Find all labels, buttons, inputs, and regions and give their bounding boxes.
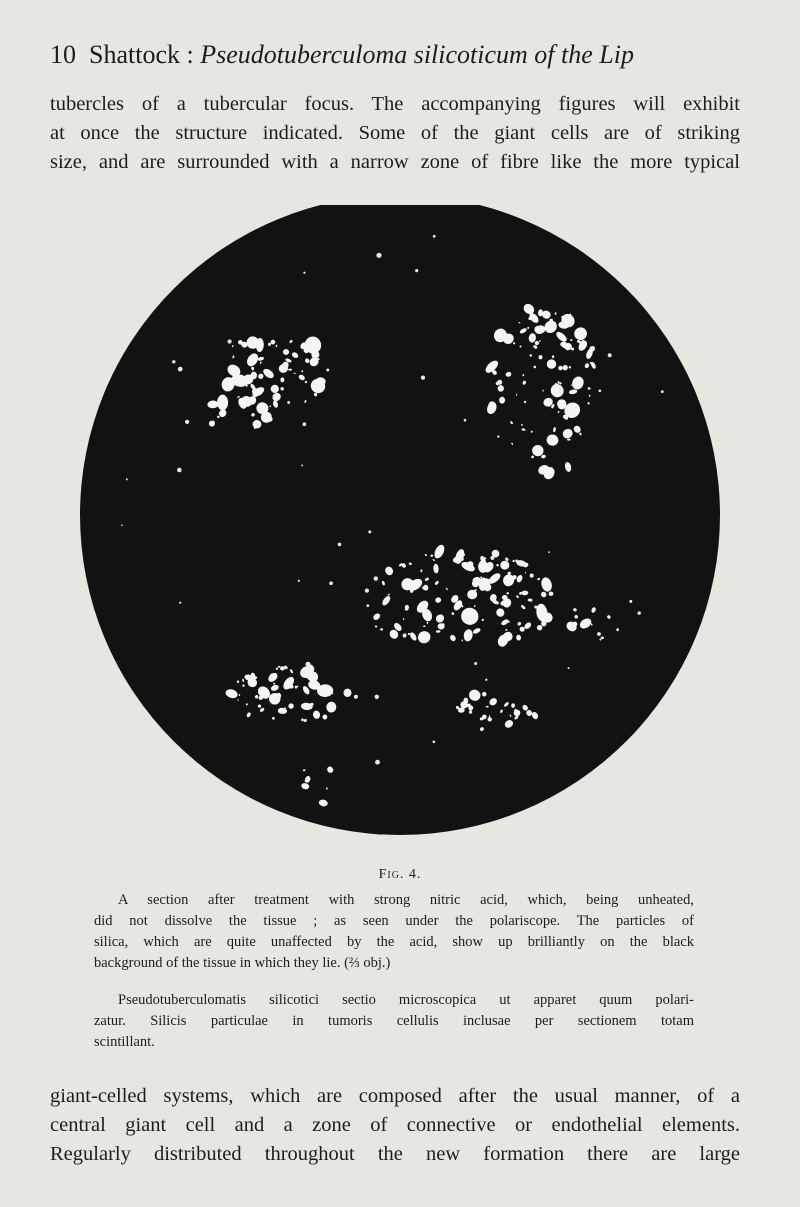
silica-speck (485, 679, 487, 681)
running-head-title: Pseudotuberculoma silicoticum of the Lip (200, 40, 634, 69)
silica-speck (338, 543, 342, 547)
silica-speck (301, 465, 303, 467)
silica-speck (548, 551, 550, 553)
caption-line: Pseudotuberculomatis silicotici sectio microscopica ut apparet quum polari- (118, 992, 694, 1008)
text-line: Regularly distributed throughout the new formation there are large (50, 1143, 740, 1165)
figure-plate (0, 205, 800, 845)
silica-speck (574, 615, 578, 619)
silica-speck (178, 367, 183, 372)
page-number: 10 (50, 40, 76, 69)
silica-speck (629, 600, 632, 603)
silica-speck (365, 589, 369, 593)
silica-speck (306, 662, 311, 667)
caption-line: silica, which are quite unaffected by the acid, show up brilliantly on the black (94, 934, 694, 950)
silica-speck (608, 353, 612, 357)
silica-speck (597, 632, 601, 636)
silica-speck (433, 741, 436, 744)
silica-particle (467, 590, 477, 599)
micrograph-image (0, 205, 800, 845)
silica-speck (375, 695, 379, 699)
silica-speck (415, 269, 418, 272)
caption-english (94, 890, 694, 974)
text-line: giant-celled systems, which are composed after the usual manner, of a (50, 1085, 740, 1107)
silica-speck (374, 576, 378, 580)
running-head (50, 38, 750, 72)
silica-speck (375, 760, 380, 765)
silica-speck (121, 525, 123, 527)
figure-label: Fig. 4. (378, 867, 422, 882)
silica-speck (433, 235, 436, 238)
silica-speck (474, 662, 477, 665)
text-line: tubercles of a tubercular focus. The accompanying figures will exhibit (50, 93, 740, 115)
silica-speck (368, 530, 371, 533)
caption-latin (94, 990, 694, 1053)
silica-particle (474, 605, 476, 607)
silica-speck (172, 360, 175, 363)
silica-speck (303, 422, 307, 426)
text-line: central giant cell and a zone of connective or endothelial elements. (50, 1114, 740, 1136)
silica-speck (376, 253, 381, 258)
caption-line: scintillant. (94, 1034, 155, 1050)
silica-speck (568, 667, 570, 669)
top-paragraph (50, 90, 740, 177)
text-line: at once the structure indicated. Some of the giant cells are of striking (50, 122, 740, 144)
silica-speck (464, 419, 467, 422)
caption-line: background of the tissue in which they lie. (⅔ obj.) (94, 955, 391, 971)
silica-speck (497, 380, 502, 385)
silica-speck (179, 602, 181, 604)
silica-speck (185, 420, 189, 424)
running-head-author: Shattock : (89, 40, 194, 69)
silica-speck (354, 695, 358, 699)
caption-line: did not dissolve the tissue ; as seen under the polariscope. The particles of (94, 913, 694, 929)
micrograph-field (80, 205, 720, 835)
silica-speck (228, 339, 232, 343)
text-line: size, and are surrounded with a narrow zone of fibre like the more typical (50, 151, 740, 173)
silica-speck (126, 478, 128, 480)
silica-speck (177, 468, 182, 473)
silica-particle (569, 313, 571, 316)
silica-speck (298, 580, 300, 582)
silica-speck (332, 693, 334, 695)
silica-speck (638, 611, 641, 614)
silica-speck (303, 272, 305, 274)
silica-speck (329, 581, 333, 585)
silica-speck (469, 710, 472, 713)
silica-speck (421, 376, 425, 380)
caption-line: A section after treatment with strong nitric acid, which, being unheated, (118, 892, 694, 908)
bottom-paragraph (50, 1082, 740, 1169)
caption-line: zatur. Silicis particulae in tumoris cellulis inclusae per sectionem totam (94, 1013, 694, 1029)
silica-speck (661, 390, 664, 393)
